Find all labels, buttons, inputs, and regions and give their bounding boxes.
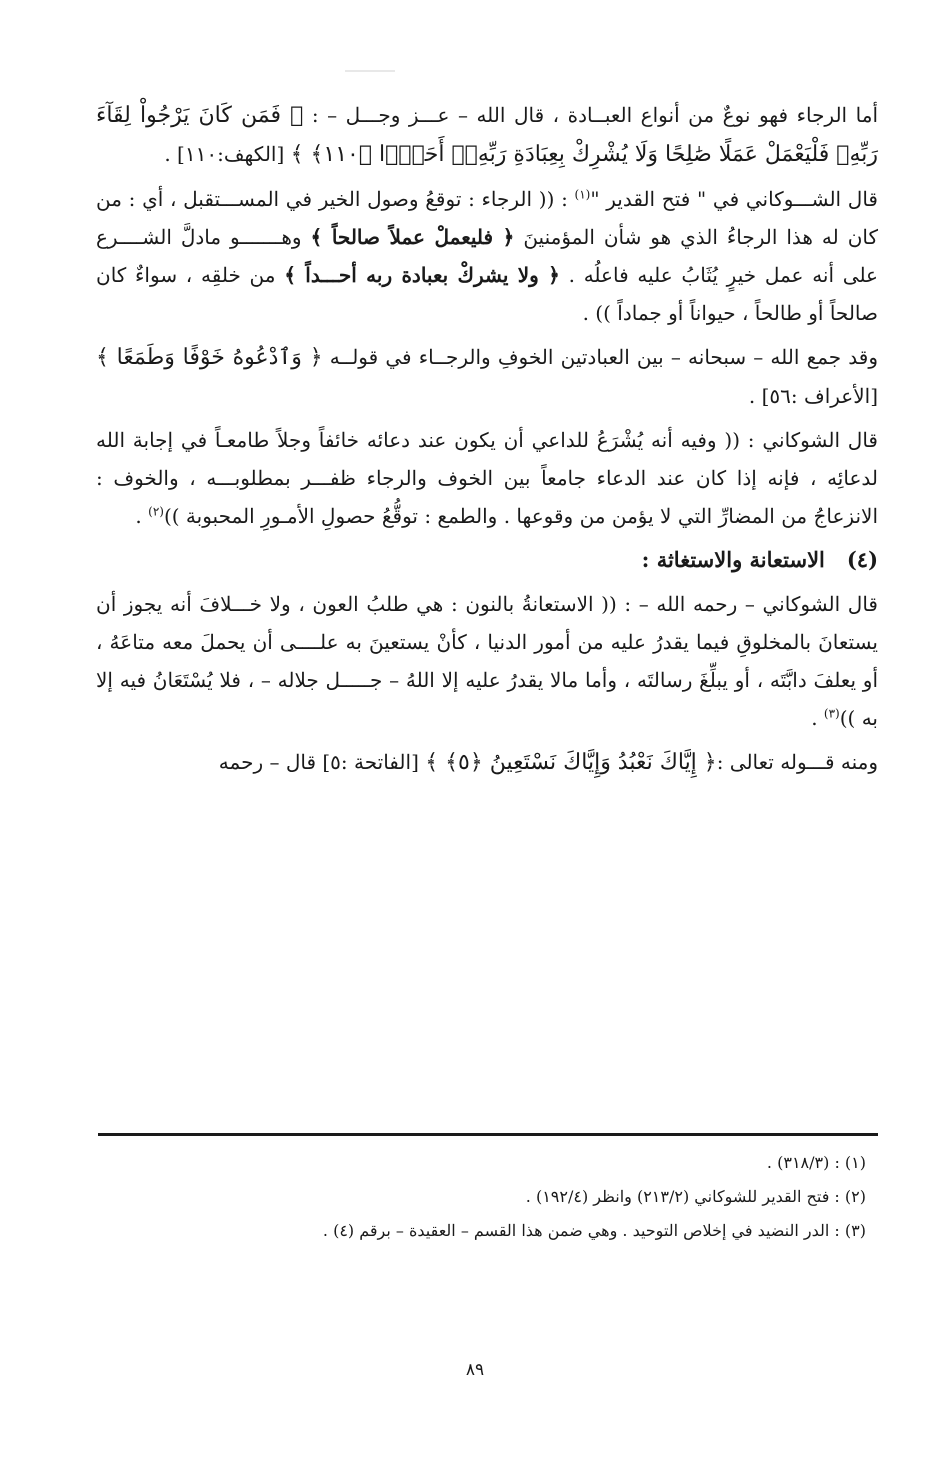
paragraph-khawf-raja [96,338,878,415]
quran-verse-fatiha: ﴿ إِيَّاكَ نَعْبُدُ وَإِيَّاكَ نَسْتَعِينُ ﴿٥﴾ ﴾ [425,750,717,775]
text: قال الشوكاني – رحمه الله – : (( الاستعانةُ بالنون : هي طلبُ العون ، ولا خـــلافَ أنه يجوز أن يستعانَ بالمخلوقِ فيما يقدرُ عليه من أمور الدنيا ، كأنْ يستعينَ به علــــى أن يحملَ معه متاعَهُ ، أو يعلفَ دابَّتَه ، أو يبلِّغَ رسالتَه ، وأما مالا يقدرُ عليه إلا اللهُ – جـــــل جلاله – ، فلا يُسْتَعَانُ فيه إلا به )) [96,592,878,730]
text: . [135,504,149,528]
text: [الفاتحة :٥] قال – رحمه [218,750,426,774]
text: ومنه قـــوله تعالى : [716,750,878,774]
footnote-ref-3: (٣) [823,706,840,721]
footnote-1: (١) : (٣١٨/٣) . [766,1153,866,1172]
section-number: (٤) [846,547,878,572]
footnote-ref-2: (٢) [148,504,164,519]
text: من خلقِه ، سواءٌ كان صالحاً أو طالحاً ، حيواناً أو جماداً )) . [96,263,878,325]
footnotes [96,1146,866,1248]
text: . [811,706,824,730]
quran-verse-kahf: ﴿ فَمَن كَانَ يَرْجُواْ لِقَآءَ رَبِّهِۦ فَلْيَعْمَلْ عَمَلًا صَٰلِحًا وَلَا يُشْرِكْ بِعِبَادَةِ رَبِّهِۦٓ أَحَدًۢا ﴿١١٠﴾ ﴾ [96,103,878,167]
text: : [641,547,657,572]
paragraph-istiana [96,585,878,737]
paragraph-shawkani-dua [96,421,878,535]
text: قال الشوكاني : (( وفيه أنه يُشْرَعُ للداعي أن يكون عند دعائه خائفاً وجلاً طامعـاً في إجابة الله لدعائِه ، فإنه إذا كان عند الدعاء جامعاً بين الخوف والرجاء ظفـــر بمطلوبـــه ، والخوف : الانزعاجُ من المضارِّ التي لا يؤمن من وقوعها . والطمع : توقُّعُ حصولِ الأمـورِ المحبوبة )) [96,428,878,528]
quran-verse-araf: ﴿ وَٱدْعُوهُ خَوْفًا وَطَمَعًا ﴾ [96,345,323,370]
text: وقد جمع الله – سبحانه – بين العبادتين الخوفِ والرجــاء في قولــه [322,345,879,369]
footnote-separator [98,1133,878,1136]
footnote-2: (٢) : فتح القدير للشوكاني (٢١٣/٢) وانظر (١٩٢/٤) . [525,1187,866,1206]
footnote-ref-1: (١) [574,187,591,202]
text: قال الشـــوكاني في " فتح القدير " [590,187,878,211]
text: وهـــــــو مادلَّ الشــــرع على أنه عمل خيرٍ يُثَابُ عليه فاعلُه . [96,225,878,287]
verse-reference: [الكهف:١١٠] . [164,142,291,166]
section-title: الاستعانة والاستغاثة [656,547,825,572]
paragraph-raja [96,96,878,174]
scan-artifact [345,70,395,72]
text: أما الرجاء فهو نوعٌ من أنواع العبــادة ، قال الله – عـــز وجـــل – : [303,103,878,127]
paragraph-shawkani-raja [96,180,878,332]
text: : (( الرجاء : توقعُ وصول الخير في المســـتقبل ، أي : من كان له هذا الرجاءُ الذي هو شأن المؤمنينَ [96,187,878,249]
page-number: ٨٩ [465,1360,485,1380]
footnote-3: (٣) : الدر النضيد في إخلاص التوحيد . وهي ضمن هذا القسم – العقيدة – برقم (٤) . [322,1221,866,1240]
bold-quote: ﴿ ولا يشركْ بعبادة ربه أحـــداً ﴾ [284,263,560,287]
paragraph-fatiha [96,743,878,782]
verse-reference: [الأعراف :٥٦] . [748,384,878,408]
bold-quote: ﴿ فليعملْ عملاً صالحاً ﴾ [310,225,515,249]
section-heading [96,541,878,579]
main-text [96,96,878,788]
